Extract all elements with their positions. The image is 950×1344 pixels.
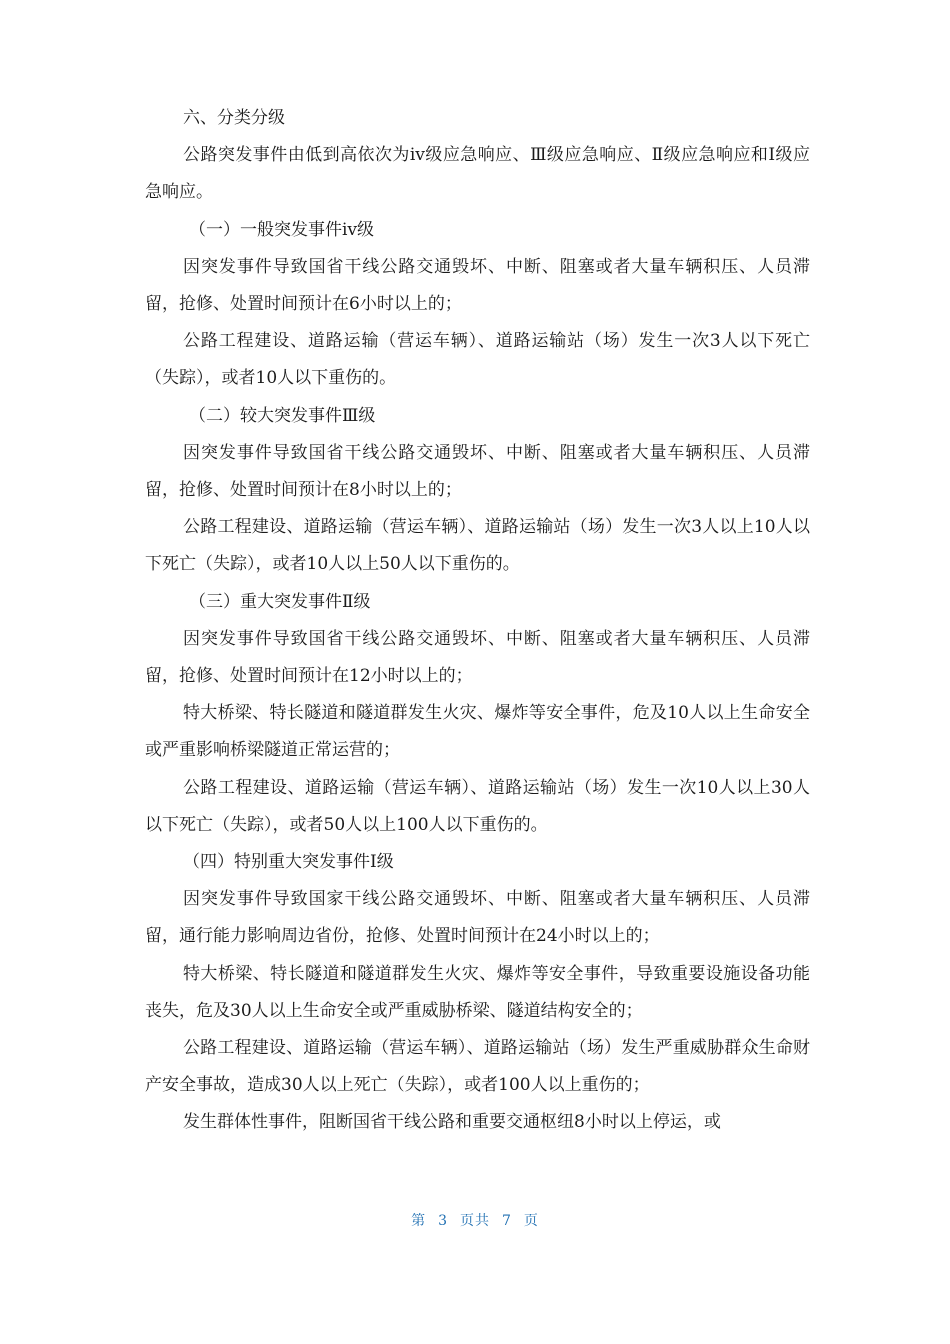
level1-paragraph-2: 特大桥梁、特长隧道和隧道群发生火灾、爆炸等安全事件，导致重要设施设备功能丧失，危及30人以上生命安全或严重威胁桥梁、隧道结构安全的； [145,963,810,1021]
level4-paragraph-1: 因突发事件导致国省干线公路交通毁坏、中断、阻塞或者大量车辆积压、人员滞留，抢修、处置时间预计在6小时以上的； [145,256,810,315]
level4-paragraph-2: 公路工程建设、道路运输（营运车辆）、道路运输站（场）发生一次3人以下死亡（失踪），或者10人以下重伤的。 [145,331,810,389]
level2-paragraph-1: 因突发事件导致国省干线公路交通毁坏、中断、阻塞或者大量车辆积压、人员滞留，抢修、处置时间预计在12小时以上的； [145,628,810,687]
level1-paragraph-3: 公路工程建设、道路运输（营运车辆）、道路运输站（场）发生严重威胁群众生命财产安全事故，造成30人以上死亡（失踪），或者100人以上重伤的； [145,1038,810,1096]
level1-paragraph-4: 发生群体性事件，阻断国省干线公路和重要交通枢纽8小时以上停运，或 [183,1112,721,1133]
footer-middle: 页共 [460,1213,490,1229]
footer-total-pages: 7 [502,1213,512,1229]
level1-heading: （四）特别重大突发事件Ⅰ级 [183,852,394,873]
level2-paragraph-2: 特大桥梁、特长隧道和隧道群发生火灾、爆炸等安全事件，危及10人以上生命安全或严重影响桥梁隧道正常运营的； [145,703,810,761]
level3-paragraph-1: 因突发事件导致国省干线公路交通毁坏、中断、阻塞或者大量车辆积压、人员滞留，抢修、处置时间预计在8小时以上的； [145,442,810,501]
section-heading: 六、分类分级 [183,108,285,128]
page-footer [0,1210,950,1230]
level1-paragraph-1: 因突发事件导致国家干线公路交通毁坏、中断、阻塞或者大量车辆积压、人员滞留，通行能力影响周边省份，抢修、处置时间预计在24小时以上的； [145,889,810,947]
level2-paragraph-3: 公路工程建设、道路运输（营运车辆）、道路运输站（场）发生一次10人以上30人以下死亡（失踪），或者50人以上100人以下重伤的。 [145,777,810,835]
level3-paragraph-2: 公路工程建设、道路运输（营运车辆）、道路运输站（场）发生一次3人以上10人以下死亡（失踪），或者10人以上50人以下重伤的。 [145,517,810,575]
document-body [145,100,810,1142]
footer-page-number: 3 [438,1213,448,1229]
footer-suffix: 页 [523,1213,539,1229]
level4-heading: （一）一般突发事件ⅳ级 [189,219,375,240]
level2-heading: （三）重大突发事件Ⅱ级 [189,591,371,612]
intro-paragraph: 公路突发事件由低到高依次为ⅳ级应急响应、Ⅲ级应急响应、Ⅱ级应急响应和Ⅰ级应急响应。 [145,145,810,203]
footer-prefix: 第 [411,1213,427,1229]
level3-heading: （二）较大突发事件Ⅲ级 [189,405,376,426]
